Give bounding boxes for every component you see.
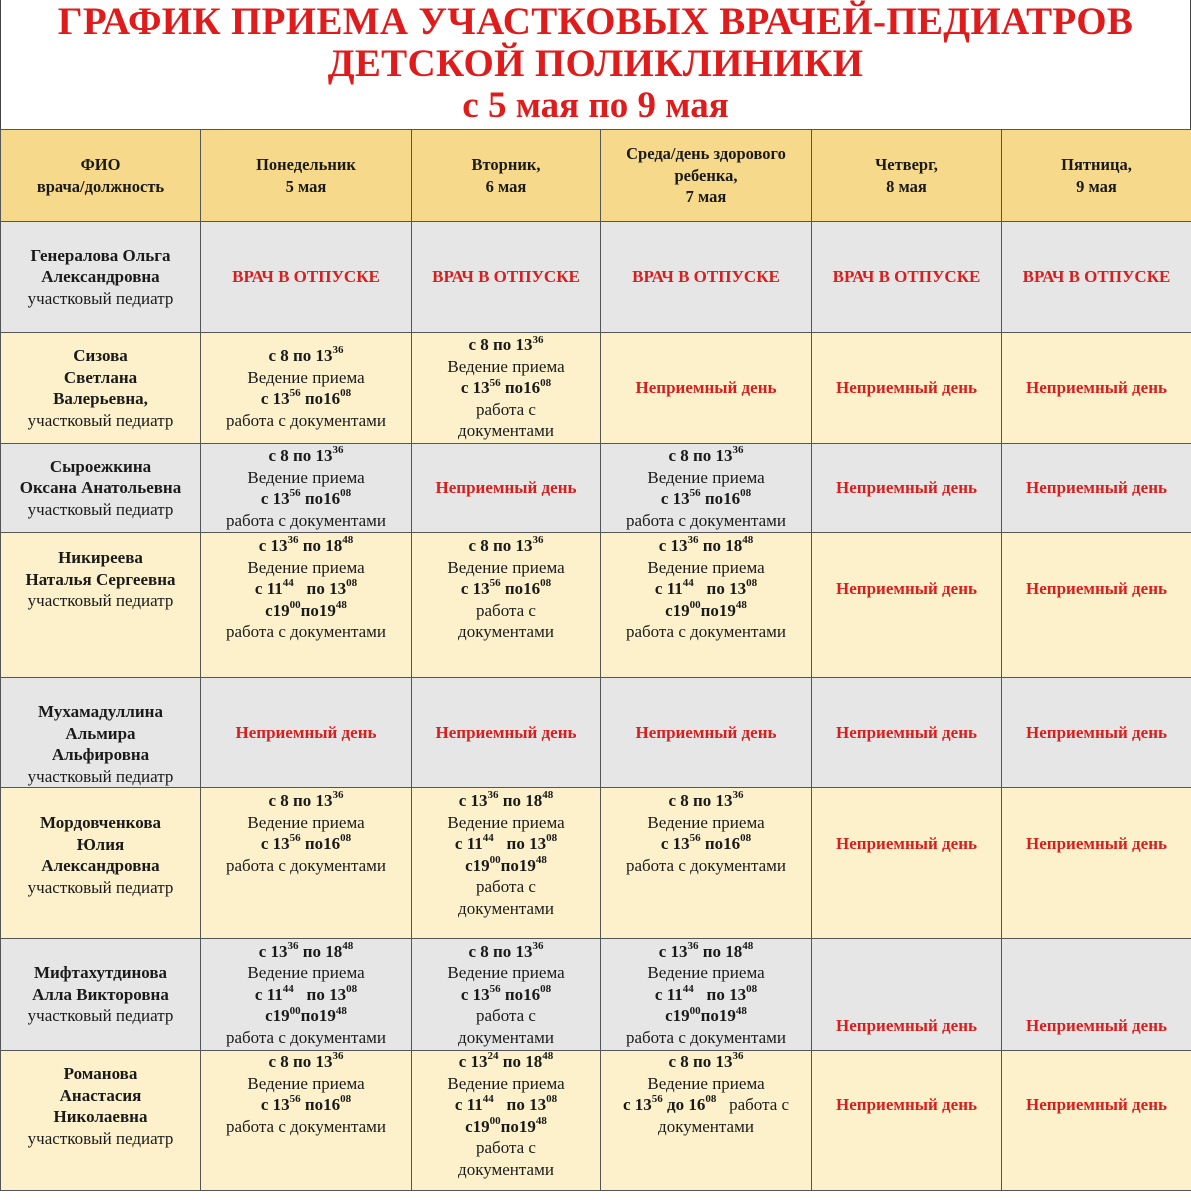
off-day-cell: Неприемный день <box>812 788 1002 939</box>
schedule-cell: с 8 по $13^{36}$ Ведение приема с $13^{56}$ $по16^{08}$ работа с документами <box>601 788 812 939</box>
schedule-cell: с $13^{36}$ по $18^{48}$ Ведение приема с $11^{44}$ по $13^{08}$ $с19^{00}по19^{48}$ работа с документами <box>201 939 412 1051</box>
doctor-cell: Сизова Светлана Валерьевна, участковый педиатр <box>1 333 201 444</box>
off-day-cell: Неприемный день <box>812 333 1002 444</box>
vacation-cell: ВРАЧ В ОТПУСКЕ <box>201 222 412 333</box>
schedule-cell: с 8 по $13^{36}$ Ведение приема с $13^{56}$ до $16^{08}$ работа с документами <box>601 1051 812 1191</box>
table-row <box>1 939 1191 1051</box>
vacation-cell: ВРАЧ В ОТПУСКЕ <box>412 222 601 333</box>
schedule-table <box>0 129 1191 1191</box>
vacation-cell: ВРАЧ В ОТПУСКЕ <box>601 222 812 333</box>
schedule-cell: с $13^{36}$ по $18^{48}$ Ведение приема с $11^{44}$ по $13^{08}$ $с19^{00}по19^{48}$ работа с документами <box>601 533 812 678</box>
off-day-cell: Неприемный день <box>812 1051 1002 1191</box>
table-row <box>1 788 1191 939</box>
vacation-cell: ВРАЧ В ОТПУСКЕ <box>1002 222 1191 333</box>
off-day-cell: Неприемный день <box>812 533 1002 678</box>
table-row <box>1 1051 1191 1191</box>
schedule-cell: с 8 по $13^{36}$ Ведение приема с $13^{56}$ $по16^{08}$ работа с документами <box>412 333 601 444</box>
table-row <box>1 333 1191 444</box>
off-day-cell: Неприемный день <box>812 444 1002 533</box>
schedule-cell: с 8 по $13^{36}$ Ведение приема с $13^{56}$ $по16^{08}$ работа с документами <box>201 333 412 444</box>
header-thursday: Четверг, 8 мая <box>812 130 1002 222</box>
schedule-cell: с 8 по $13^{36}$ Ведение приема с $13^{56}$ $по16^{08}$ работа с документами <box>201 788 412 939</box>
off-day-cell: Неприемный день <box>201 678 412 788</box>
header-wednesday: Среда/день здорового ребенка, 7 мая <box>601 130 812 222</box>
header-row <box>1 130 1191 222</box>
off-day-cell: Неприемный день <box>1002 678 1191 788</box>
title-line-1: ГРАФИК ПРИЕМА УЧАСТКОВЫХ ВРАЧЕЙ-ПЕДИАТРОВ <box>57 0 1134 43</box>
doctor-cell: Мухамадуллина Альмира Альфировна участковый педиатр <box>1 678 201 788</box>
schedule-cell: с 8 по $13^{36}$ Ведение приема с $13^{56}$ $по16^{08}$ работа с документами <box>601 444 812 533</box>
header-monday: Понедельник 5 мая <box>201 130 412 222</box>
schedule-cell: с $13^{36}$ по $18^{48}$ Ведение приема с $11^{44}$ по $13^{08}$ $с19^{00}по19^{48}$ работа с документами <box>601 939 812 1051</box>
schedule-cell: с $13^{36}$ по $18^{48}$ Ведение приема с $11^{44}$ по $13^{08}$ $с19^{00}по19^{48}$ работа с документами <box>201 533 412 678</box>
vacation-cell: ВРАЧ В ОТПУСКЕ <box>812 222 1002 333</box>
off-day-cell: Неприемный день <box>1002 939 1191 1051</box>
table-row <box>1 444 1191 533</box>
off-day-cell: Неприемный день <box>601 678 812 788</box>
header-tuesday: Вторник, 6 мая <box>412 130 601 222</box>
off-day-cell: Неприемный день <box>1002 444 1191 533</box>
off-day-cell: Неприемный день <box>1002 1051 1191 1191</box>
doctor-cell: Никиреева Наталья Сергеевна участковый педиатр <box>1 533 201 678</box>
doctor-cell: Романова Анастасия Николаевна участковый педиатр <box>1 1051 201 1191</box>
off-day-cell: Неприемный день <box>812 678 1002 788</box>
off-day-cell: Неприемный день <box>1002 533 1191 678</box>
schedule-cell: с 8 по $13^{36}$ Ведение приема с $13^{56}$ $по16^{08}$ работа с документами <box>201 444 412 533</box>
doctor-cell: Генералова Ольга Александровна участковый педиатр <box>1 222 201 333</box>
off-day-cell: Неприемный день <box>812 939 1002 1051</box>
off-day-cell: Неприемный день <box>412 678 601 788</box>
doctor-cell: Сыроежкина Оксана Анатольевна участковый педиатр <box>1 444 201 533</box>
off-day-cell: Неприемный день <box>601 333 812 444</box>
header-name: ФИО врача/должность <box>1 130 201 222</box>
table-row <box>1 678 1191 788</box>
title-line-3: с 5 мая по 9 мая <box>462 85 729 126</box>
schedule-cell: с $13^{36}$ по $18^{48}$ Ведение приема с $11^{44}$ по $13^{08}$ $с19^{00}по19^{48}$ работа с документами <box>412 788 601 939</box>
doctor-cell: Мордовченкова Юлия Александровна участковый педиатр <box>1 788 201 939</box>
schedule-cell: с 8 по $13^{36}$ Ведение приема с $13^{56}$ $по16^{08}$ работа с документами <box>412 939 601 1051</box>
off-day-cell: Неприемный день <box>1002 788 1191 939</box>
header-friday: Пятница, 9 мая <box>1002 130 1191 222</box>
off-day-cell: Неприемный день <box>412 444 601 533</box>
table-row <box>1 222 1191 333</box>
schedule-cell: с 8 по $13^{36}$ Ведение приема с $13^{56}$ $по16^{08}$ работа с документами <box>412 533 601 678</box>
title-block <box>0 0 1191 130</box>
doctor-cell: Мифтахутдинова Алла Викторовна участковый педиатр <box>1 939 201 1051</box>
table-row <box>1 533 1191 678</box>
schedule-cell: с $13^{24}$ по $18^{48}$ Ведение приема с $11^{44}$ по $13^{08}$ $с19^{00}по19^{48}$ работа с документами <box>412 1051 601 1191</box>
title-line-2: ДЕТСКОЙ ПОЛИКЛИНИКИ <box>327 42 864 85</box>
schedule-cell: с 8 по $13^{36}$ Ведение приема с $13^{56}$ $по16^{08}$ работа с документами <box>201 1051 412 1191</box>
off-day-cell: Неприемный день <box>1002 333 1191 444</box>
